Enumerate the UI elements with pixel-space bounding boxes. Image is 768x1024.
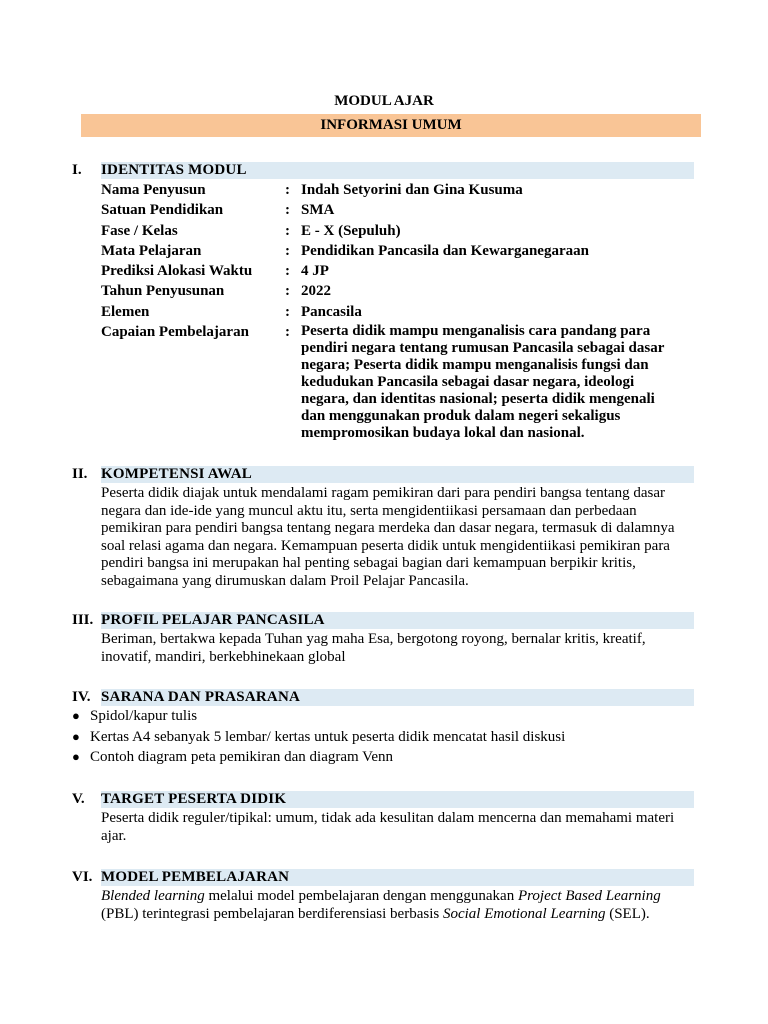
section-number: II. [72, 466, 88, 482]
identity-colon: : [285, 182, 290, 198]
list-item [72, 747, 694, 768]
identity-key: Nama Penyusun [101, 182, 206, 198]
identity-colon: : [285, 324, 290, 341]
identity-key: Prediksi Alokasi Waktu [101, 263, 253, 280]
section-target [72, 791, 694, 845]
section-header [72, 466, 694, 483]
section-text [101, 888, 694, 923]
text-fragment: melalui model pembelajaran dengan menggunakan [204, 888, 518, 904]
identity-key: Mata Pelajaran [101, 242, 202, 259]
identity-row [101, 281, 694, 301]
identity-value: Peserta didik mampu menganalisis cara pandang para pendiri negara tentang rumusan Pancasila sebagai dasar negara; Peserta didik mampu menganalisis fungsi dan kedudukan Pancasila sebagai dasar negara, ideologi negara, dan identitas nasional; peserta didik mengenali dan menggunakan produk dalam negeri sekaligus mempromosikan budaya lokal dan nasional. [301, 323, 665, 442]
identity-colon: : [285, 222, 290, 239]
identity-key: Elemen [101, 303, 150, 320]
identity-value: Pendidikan Pancasila dan Kewarganegaraan [301, 242, 589, 259]
identity-colon: : [285, 202, 290, 219]
identity-key: Tahun Penyusunan [101, 283, 225, 300]
section-header [72, 869, 694, 886]
section-number: VI. [72, 869, 93, 885]
section-title: MODEL PEMBELAJARAN [101, 869, 290, 885]
identity-value: Indah Setyorini dan Gina Kusuma [301, 182, 523, 198]
identity-key: Fase / Kelas [101, 222, 178, 239]
identity-row [101, 302, 694, 322]
section-header [72, 791, 694, 808]
info-banner: INFORMASI UMUM [81, 114, 701, 137]
text-fragment: Project Based Learning [517, 888, 661, 904]
identity-colon: : [285, 263, 290, 280]
identity-value: E - X (Sepuluh) [301, 222, 401, 239]
identity-colon: : [285, 303, 290, 320]
section-header [72, 612, 694, 629]
section-number: I. [72, 162, 82, 178]
bullet-icon: ● [72, 708, 80, 723]
sarana-list [72, 706, 694, 768]
section-text: Peserta didik diajak untuk mendalami ragam pemikiran dari para pendiri bangsa tentang dasar negara dan ide-ide yang muncul aktu itu, serta mengidentiikasi persamaan dan perbedaan pemikiran para pendiri bangsa tentang negara merdeka dan dasar negara, termasuk di dalamnya soal relasi agama dan negara. Kemampuan peserta didik untuk mengidentiikasi pemikiran para pendiri bangsa ini merupakan hal penting sebagai bagian dari kemampuan berpikir kritis, sebagaimana yang dirumuskan dalam Proil Pelajar Pancasila. [101, 485, 675, 589]
identity-value: SMA [301, 202, 335, 219]
section-number: V. [72, 791, 85, 807]
identity-key: Capaian Pembelajaran [101, 324, 249, 341]
list-item-text: Kertas A4 sebanyak 5 lembar/ kertas untuk peserta didik mencatat hasil diskusi [90, 728, 566, 745]
bullet-icon: ● [72, 728, 80, 744]
identity-row [101, 261, 694, 281]
identity-value: Pancasila [301, 303, 362, 320]
section-sarana [72, 689, 694, 768]
section-header [72, 162, 694, 179]
bullet-icon: ● [72, 749, 80, 764]
list-item-text: Contoh diagram peta pemikiran dan diagram Venn [90, 749, 393, 765]
text-fragment: (SEL). [605, 905, 650, 922]
identity-row [101, 241, 694, 261]
identity-key: Satuan Pendidikan [101, 202, 224, 219]
section-model [72, 869, 694, 923]
identity-row [101, 322, 694, 442]
identity-row [101, 200, 694, 220]
text-fragment: Blended learning [101, 888, 205, 904]
section-kompetensi [72, 466, 694, 590]
section-text: Beriman, bertakwa kepada Tuhan yag maha Esa, bergotong royong, bernalar kritis, kreatif, inovatif, mandiri, berkebhinekaan global [101, 631, 646, 665]
section-identitas [72, 162, 694, 442]
section-text: Peserta didik reguler/tipikal: umum, tidak ada kesulitan dalam mencerna dan memahami materi ajar. [101, 810, 675, 844]
section-profil [72, 612, 694, 666]
identity-value: 4 JP [301, 263, 329, 280]
section-title: TARGET PESERTA DIDIK [101, 791, 287, 807]
section-title: PROFIL PELAJAR PANCASILA [101, 612, 325, 628]
list-item [72, 706, 694, 727]
identity-value: 2022 [301, 283, 331, 300]
section-title: SARANA DAN PRASARANA [101, 689, 301, 705]
text-fragment: (PBL) terintegrasi pembelajaran berdiferensiasi berbasis [101, 905, 443, 922]
section-title: IDENTITAS MODUL [101, 162, 247, 178]
identity-row [101, 221, 694, 241]
section-header [72, 689, 694, 706]
document-title: MODUL AJAR [334, 93, 434, 109]
identity-colon: : [285, 283, 290, 300]
list-item-text: Spidol/kapur tulis [90, 708, 198, 724]
section-title: KOMPETENSI AWAL [101, 466, 252, 482]
list-item [72, 727, 694, 748]
identity-table [101, 180, 694, 442]
section-number: IV. [72, 689, 91, 705]
identity-row [101, 180, 694, 200]
text-fragment: Social Emotional Learning [442, 905, 606, 922]
identity-colon: : [285, 242, 290, 259]
section-number: III. [72, 612, 94, 628]
